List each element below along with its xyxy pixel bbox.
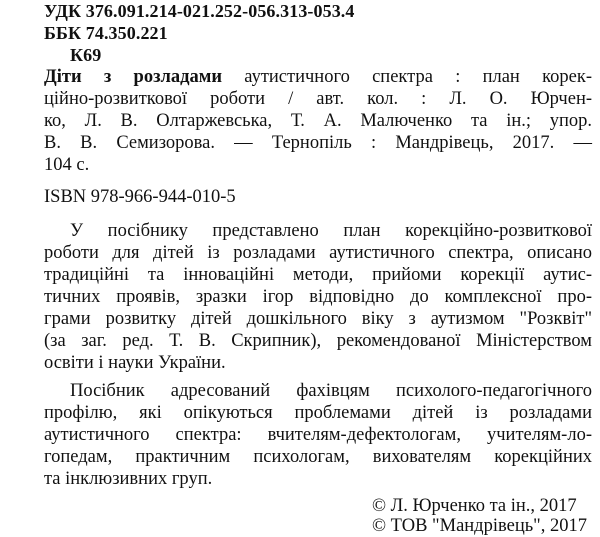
bibliography-line-4: В. В. Семизорова. — Тернопіль : Мандрівець, 2017. —: [44, 133, 592, 153]
paragraph-2-line-2: профілю, які опікуються проблемами дітей із розладами: [44, 403, 592, 423]
paragraph-2-line-4: гопедам, практичним психологам, вихователям корекційних: [44, 447, 592, 467]
bbk-code: ББК 74.350.221: [44, 23, 168, 43]
paragraph-1-line-3: традиційні та інноваційні методи, прийоми корекції аутис-: [44, 265, 592, 285]
udk-code: УДК 376.091.214-021.252-056.313-053.4: [44, 1, 355, 21]
paragraph-2-line-3: аутистичного спектра: вчителям-дефектологам, учителям-ло-: [44, 425, 592, 445]
paragraph-1-line-4: тичних проявів, зразки ігор відповідно до комплексної про-: [44, 287, 592, 307]
copyright-authors: © Л. Юрченко та ін., 2017: [372, 496, 577, 516]
paragraph-1-line-1: У посібнику представлено план корекційно-розвиткової: [70, 221, 592, 241]
paragraph-2-line-5: та інклюзивних груп.: [44, 469, 213, 489]
paragraph-2-line-1: Посібник адресований фахівцям психолого-педагогічного: [70, 381, 592, 401]
paragraph-1-line-2: роботи для дітей із розладами аутистичного спектра, описано: [44, 243, 592, 263]
bibliography-line-1: [44, 66, 592, 88]
copyright-publisher: © ТОВ "Мандрівець", 2017: [372, 516, 587, 536]
paragraph-1-line-5: грами розвитку дітей дошкільного віку з аутизмом "Розквіт": [44, 309, 592, 329]
isbn: ISBN 978-966-944-010-5: [44, 187, 236, 207]
bibliography-line-3: ко, Л. В. Олтаржевська, Т. А. Малюченко та ін.; упор.: [44, 111, 592, 131]
book-title: Діти з розладами: [44, 67, 223, 87]
bibliography-line-2: ційно-розвиткової роботи / авт. кол. : Л. О. Юрчен-: [44, 89, 592, 109]
paragraph-1-line-7: освіти і науки України.: [44, 353, 226, 373]
bibliography-line-5: 104 с.: [44, 155, 90, 175]
bibliography-line-1-rest: аутистичного спектра : план корек-: [222, 67, 592, 87]
paragraph-1-line-6: (за заг. ред. Т. В. Скрипник), рекомендованої Міністерством: [44, 331, 592, 351]
author-mark: К69: [70, 45, 102, 65]
